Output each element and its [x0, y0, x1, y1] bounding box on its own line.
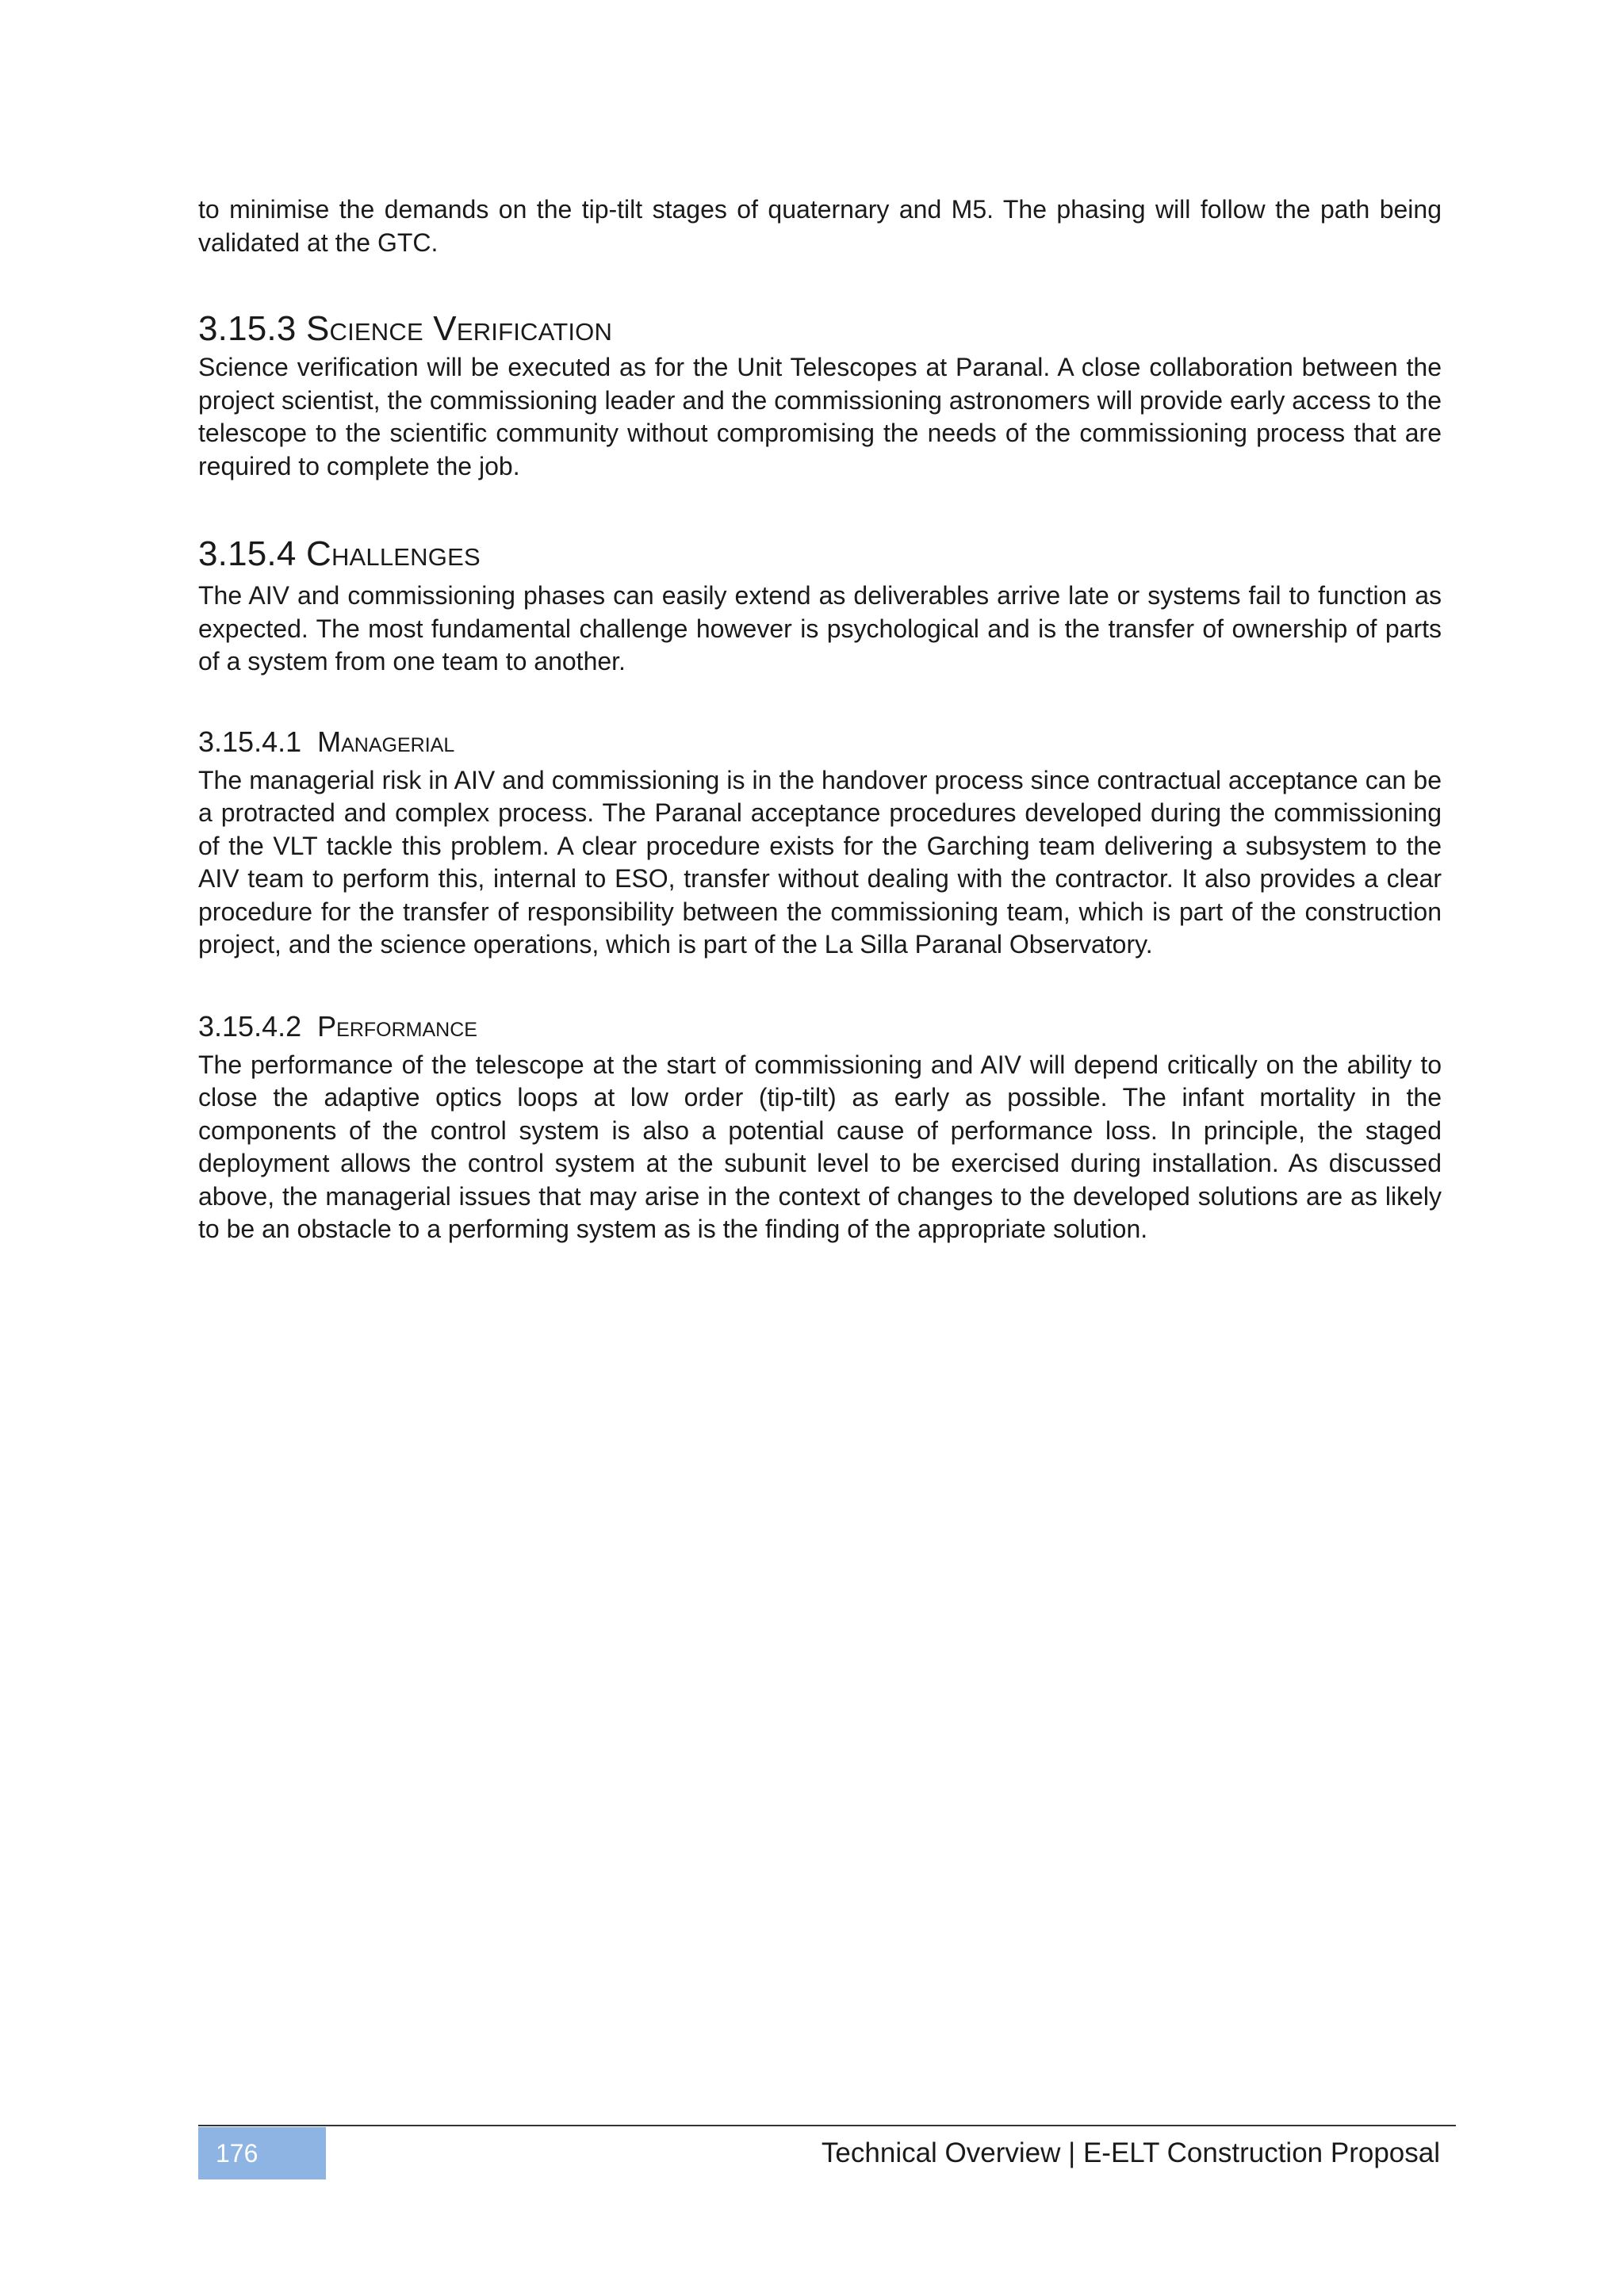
subsection-number: 3.15.4.1 [198, 725, 302, 758]
performance-paragraph: The performance of the telescope at the start of commissioning and AIV will depend critically on the ability to close the adaptive optics loops at low order (tip-tilt) as early as possible. The infant mortality in the components of the control system is also a potential cause of performance loss. In principle, the staged deployment allows the control system at the subunit level to be exercised during installation. As discussed above, the managerial issues that may arise in the context of changes to the developed solutions are as likely to be an obstacle to a performing system as is the finding of the appropriate solution. [198, 1050, 1442, 1243]
section-heading-science-verification [198, 308, 1442, 350]
challenges-paragraph: The AIV and commissioning phases can easily extend as deliverables arrive late or systems fail to function as expected. The most fundamental challenge however is psychological and is the transfer of ownership of parts of a system from one team to another. [198, 581, 1442, 675]
managerial-paragraph: The managerial risk in AIV and commissioning is in the handover process since contractual acceptance can be a protracted and complex process. The Paranal acceptance procedures developed during the commissioning of the VLT tackle this problem. A clear procedure exists for the Garching team delivering a subsystem to the AIV team to perform this, internal to ESO, transfer without dealing with the contractor. It also provides a clear procedure for the transfer of responsibility between the commissioning team, which is part of the construction project, and the science operations, which is part of the La Silla Paranal Observatory. [198, 765, 1442, 959]
section-heading-challenges [198, 534, 1442, 575]
subsection-title: Performance [317, 1009, 477, 1043]
footer-rule [198, 2125, 1456, 2126]
section-title: Challenges [305, 534, 481, 573]
subsection-title: Managerial [317, 725, 455, 758]
footer-title: Technical Overview | E-ELT Construction Proposal [821, 2137, 1440, 2168]
subsection-heading-managerial [198, 725, 1442, 760]
subsection-number: 3.15.4.2 [198, 1009, 302, 1043]
page-number-badge: 176 [198, 2127, 326, 2179]
section-number: 3.15.4 [198, 534, 297, 573]
intro-paragraph: to minimise the demands on the tip-tilt stages of quaternary and M5. The phasing will follow the path being validated at the GTC. [198, 195, 1442, 257]
section-title: Science Verification [305, 309, 613, 348]
section-number: 3.15.3 [198, 309, 297, 348]
subsection-heading-performance [198, 1009, 1442, 1044]
page-content [198, 193, 1442, 1246]
science-verification-paragraph: Science verification will be executed as for the Unit Telescopes at Paranal. A close collaboration between the project scientist, the commissioning leader and the commissioning astronomers will provide early access to the telescope to the scientific community without compromising the needs of the commissioning process that are required to complete the job. [198, 353, 1442, 480]
